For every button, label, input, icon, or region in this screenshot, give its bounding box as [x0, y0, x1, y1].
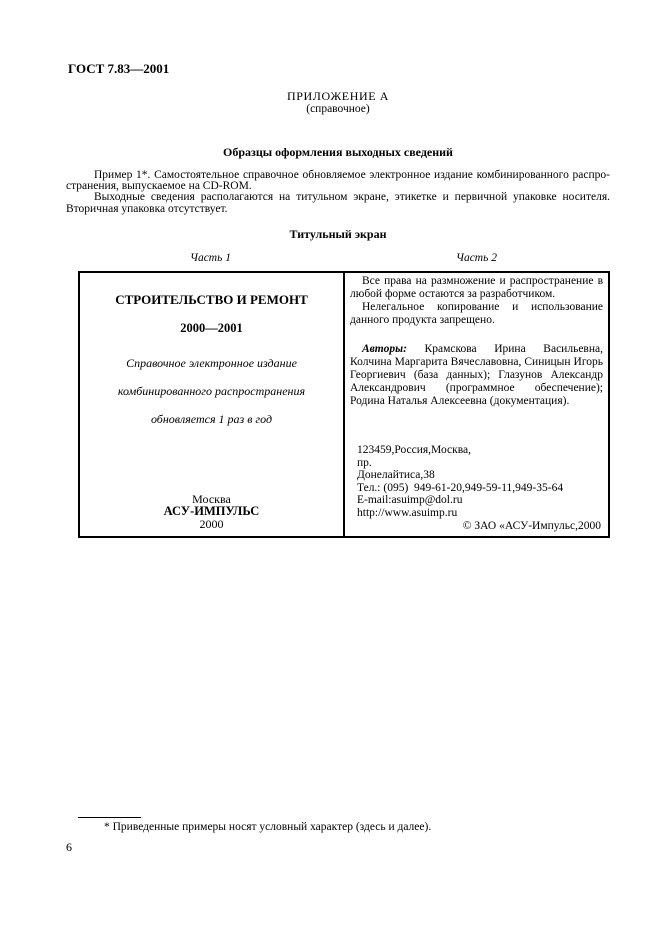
intro-paragraph-2: Выходные сведения располагаются на титульном экране, этикетке и первичной упаковке носителя. Вторичная упаковка отсутствует.	[66, 191, 610, 215]
website-line: http://www.asuimp.ru	[357, 506, 458, 519]
title-screen-heading: Титульный экран	[289, 227, 387, 241]
imprint-year: 2000	[199, 516, 224, 531]
address-line-3: Донелайтиса,38	[357, 469, 435, 481]
authors-label: Авторы:	[362, 343, 407, 355]
authors-text: Крамскова Ирина Васильевна, Колчина Маргарита Вячеславовна, Синицын Игорь Георгиевич (база данных); Глазунов Александр Александрович (программное обеспечение); Родина Наталья Алексеевна (документация).	[350, 343, 603, 407]
edition-years: 2000—2001	[180, 321, 243, 335]
page-number: 6	[66, 840, 72, 854]
email-line: E-mail:asuimp@dol.ru	[357, 494, 463, 506]
edition-subtitle-line-3: обновляется 1 раз в год	[150, 412, 273, 426]
intro-paragraph-1: Пример 1*. Самостоятельное справочное обновляемое электронное издание комбинированного распространения, выпускаемое на CD-ROM.	[66, 169, 610, 193]
phone-line: Тел.: (095) 949-61-20,949-59-11,949-35-64	[357, 481, 564, 494]
section-title: Образцы оформления выходных сведений	[223, 145, 453, 159]
footnote-rule	[78, 817, 141, 818]
part1-label: Часть 1	[190, 252, 231, 264]
rights-paragraph-2: Нелегальное копирование и использование данного продукта запрещено.	[350, 301, 603, 326]
title-screen-part2-cell	[343, 273, 608, 536]
imprint-publisher: АСУ-ИМПУЛЬС	[163, 504, 260, 518]
intro-paragraphs	[66, 170, 610, 215]
rights-paragraph-1: Все права на размножение и распространение в любой форме остаются за разработчиком.	[350, 275, 603, 300]
address-block	[357, 444, 603, 519]
footnote-text: * Приведенные примеры носят условный характер (здесь и далее).	[104, 821, 432, 833]
address-line-1: 123459,Россия,Москва,	[357, 444, 471, 456]
edition-subtitle-line-2: комбинированного распространения	[117, 384, 306, 398]
standard-code: ГОСТ 7.83—2001	[68, 61, 170, 76]
title-screen-part1-cell	[80, 273, 343, 536]
appendix-subtitle: (справочное)	[306, 102, 370, 115]
title-screen-box	[78, 271, 610, 538]
copyright-line: © ЗАО «АСУ-Импульс,2000	[462, 520, 601, 532]
address-line-2: пр.	[357, 456, 372, 469]
edition-title: СТРОИТЕЛЬСТВО И РЕМОНТ	[115, 292, 308, 307]
edition-subtitle-line-1: Справочное электронное издание	[126, 356, 297, 370]
appendix-title: ПРИЛОЖЕНИЕ А	[286, 89, 390, 103]
authors-paragraph	[350, 343, 603, 408]
part2-label: Часть 2	[456, 252, 497, 264]
imprint-block	[80, 493, 343, 531]
imprint-city: Москва	[192, 491, 231, 506]
appendix-heading	[66, 90, 610, 115]
